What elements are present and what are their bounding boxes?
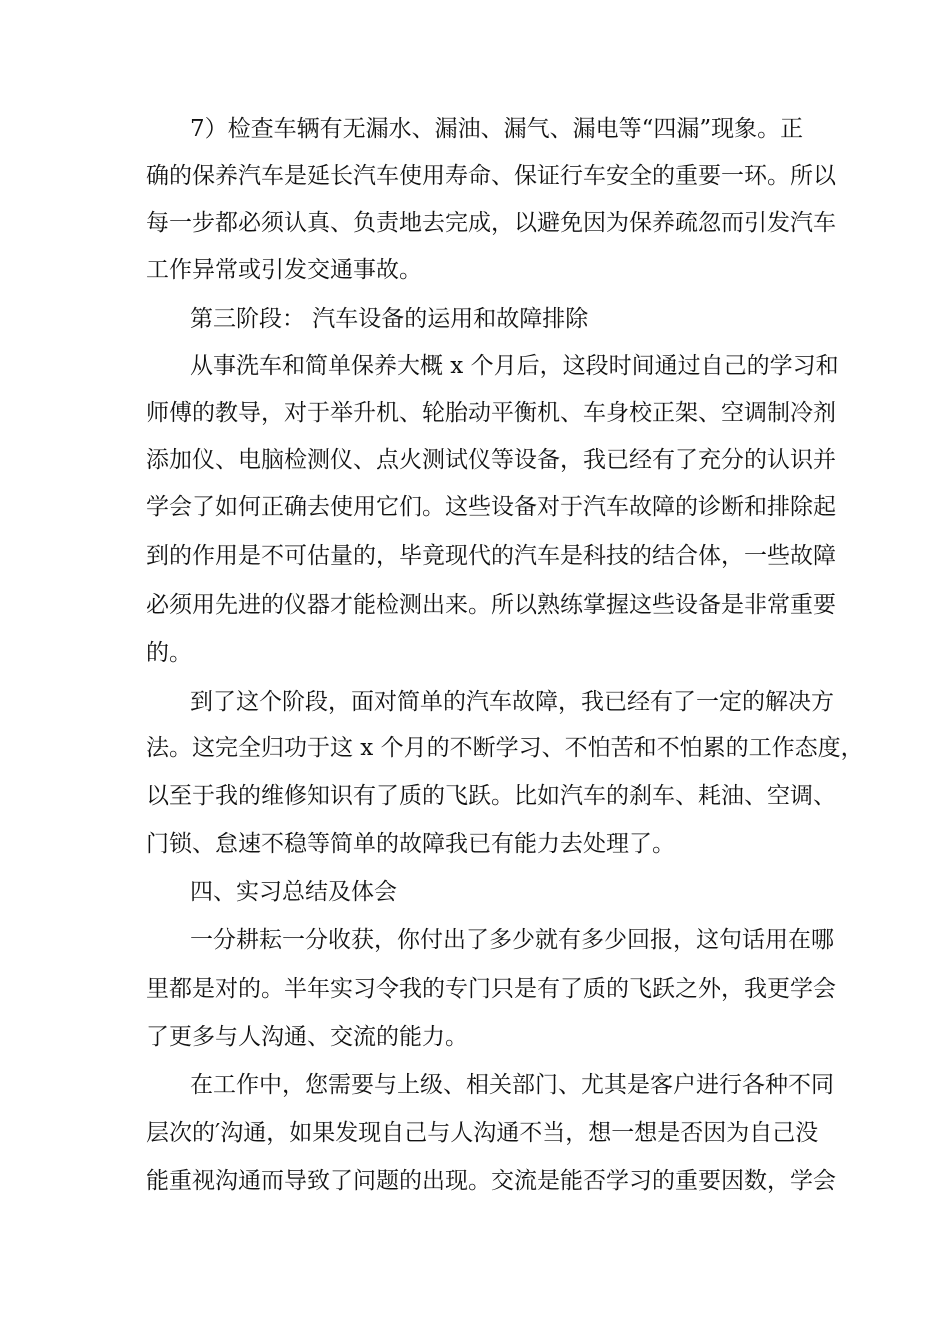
paragraph-line: 里都是对的。半年实习令我的专门只是有了质的飞跃之外，我更学会 [146,976,836,1002]
paragraph-line: 在工作中，您需要与上级、相关部门、尤其是客户进行各种不同 [190,1072,834,1098]
paragraph-line: 7）检查车辆有无漏水、漏油、漏气、漏电等“四漏”现象。正 [190,116,804,142]
paragraph-line: 师傅的教导，对于举升机、轮胎动平衡机、车身校正架、空调制冷剂 [146,400,836,426]
paragraph-line: 以至于我的维修知识有了质的飞跃。比如汽车的刹车、耗油、空调、 [146,783,836,809]
paragraph-line: 法。这完全归功于这 x 个月的不断学习、不怕苦和不怕累的工作态度， [146,735,864,761]
paragraph-line: 必须用先进的仪器才能检测出来。所以熟练掌握这些设备是非常重要 [146,592,836,618]
paragraph-line: 确的保养汽车是延长汽车使用寿命、保证行车安全的重要一环。所以 [146,163,836,189]
paragraph-line: 从事洗车和简单保养大概 x 个月后，这段时间通过自己的学习和 [190,353,839,379]
paragraph-line: 门锁、怠速不稳等简单的故障我已有能力去处理了。 [146,831,675,857]
paragraph-line: 到的作用是不可估量的，毕竟现代的汽车是科技的结合体，一些故障 [146,543,836,569]
section-heading: 四、实习总结及体会 [190,879,397,905]
paragraph-line: 的。 [146,640,192,666]
paragraph-line: 到了这个阶段，面对简单的汽车故障，我已经有了一定的解决方 [190,689,834,715]
section-heading: 第三阶段： 汽车设备的运用和故障排除 [190,306,589,332]
paragraph-line: 能重视沟通而导致了问题的出现。交流是能否学习的重要因数，学会 [146,1168,836,1194]
paragraph-line: 添加仪、电脑检测仪、点火测试仪等设备，我已经有了充分的认识并 [146,447,836,473]
paragraph-line: 每一步都必须认真、负责地去完成，以避免因为保养疏忽而引发汽车 [146,210,836,236]
paragraph-line: 了更多与人沟通、交流的能力。 [146,1024,468,1050]
paragraph-line: 一分耕耘一分收获，你付出了多少就有多少回报，这句话用在哪 [190,927,834,953]
paragraph-line: 层次的′沟通，如果发现自己与人沟通不当，想一想是否因为自己没 [146,1120,819,1146]
paragraph-line: 学会了如何正确去使用它们。这些设备对于汽车故障的诊断和排除起 [146,494,836,520]
paragraph-line: 工作异常或引发交通事故。 [146,257,422,283]
